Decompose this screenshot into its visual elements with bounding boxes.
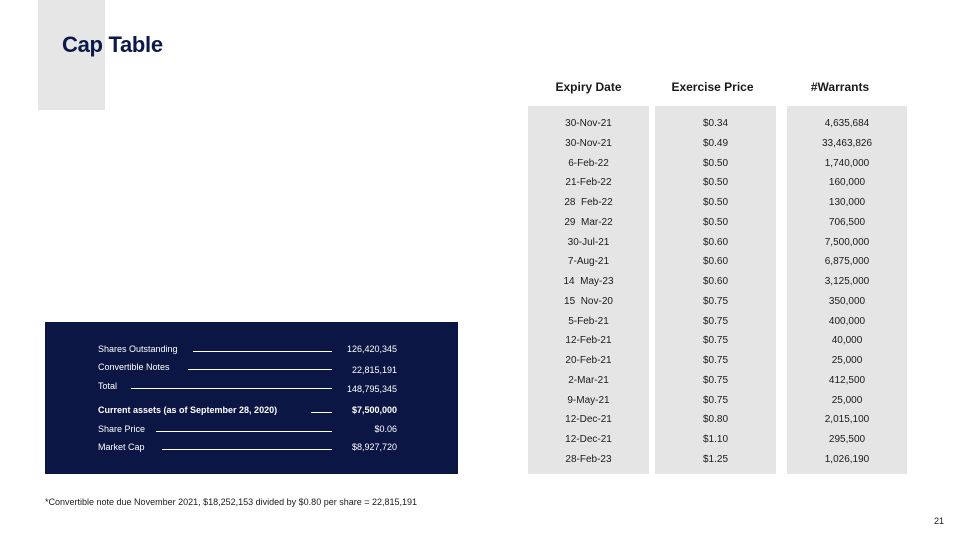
warrants-cell: 1,740,000 [824, 157, 870, 169]
exercise-price-cell: $0.75 [702, 315, 729, 327]
summary-row-total [98, 378, 397, 396]
summary-value: 126,420,345 [346, 344, 397, 354]
warrants-cell: 6,875,000 [824, 256, 870, 268]
expiry-date-cell: 21-Feb-22 [565, 177, 612, 189]
summary-row-convertible-notes [98, 359, 397, 377]
leader-line [188, 369, 332, 370]
page-number: 21 [933, 516, 944, 526]
summary-label: Shares Outstanding [98, 344, 178, 354]
warrants-header: #Warrants [810, 80, 870, 94]
expiry-date-cell: 30-Jul-21 [567, 236, 610, 248]
exercise-price-cell: $0.50 [702, 157, 729, 169]
exercise-price-cell: $0.75 [702, 295, 729, 307]
leader-line [193, 351, 332, 352]
expiry-date-cell: 20-Feb-21 [565, 355, 612, 366]
warrants-cell: 2,015,100 [824, 414, 870, 426]
summary-value: $8,927,720 [351, 442, 397, 452]
warrants-cell: 160,000 [828, 177, 866, 189]
warrants-cell: 40,000 [831, 335, 863, 347]
warrants-cell: 706,500 [828, 216, 866, 228]
warrants-cell: 400,000 [828, 315, 866, 327]
summary-value: 148,795,345 [346, 384, 397, 394]
summary-row-shares-outstanding [98, 341, 397, 359]
expiry-date-cell: 28-Feb-23 [565, 453, 612, 465]
exercise-price-cell: $0.50 [702, 177, 729, 189]
page-title: Cap Table [62, 32, 163, 57]
expiry-date-cell: 5-Feb-21 [568, 315, 609, 327]
exercise-price-cell: $1.25 [702, 453, 729, 465]
summary-label: Market Cap [98, 442, 145, 452]
leader-line [162, 449, 332, 450]
leader-line [131, 388, 332, 389]
summary-row-market-cap [98, 439, 397, 457]
expiry-date-cell: 12-Dec-21 [565, 434, 612, 445]
warrants-cell: 130,000 [828, 197, 866, 208]
warrants-cell: 33,463,826 [821, 137, 873, 149]
exercise-price-cell: $0.60 [702, 236, 729, 248]
exercise-price-header: Exercise Price [671, 80, 754, 94]
warrants-cell: 4,635,684 [824, 118, 870, 129]
exercise-price-cell: $0.34 [702, 118, 729, 129]
summary-row-share-price [98, 421, 397, 439]
warrants-column [787, 114, 907, 470]
exercise-price-cell: $0.60 [702, 276, 729, 287]
expiry-date-column [528, 114, 649, 470]
expiry-date-header: Expiry Date [555, 80, 622, 94]
exercise-price-cell: $1.10 [702, 434, 729, 445]
summary-value: 22,815,191 [351, 365, 397, 375]
warrants-cell: 25,000 [831, 355, 863, 366]
exercise-price-column [655, 114, 776, 470]
exercise-price-cell: $0.50 [702, 197, 729, 208]
expiry-date-cell: 29 Mar-22 [564, 216, 613, 228]
summary-value: $7,500,000 [351, 405, 397, 415]
warrants-cell: 412,500 [828, 374, 866, 386]
summary-label: Current assets (as of September 28, 2020) [98, 405, 278, 415]
warrants-cell: 3,125,000 [824, 276, 870, 287]
warrants-cell: 350,000 [828, 295, 866, 307]
expiry-date-cell: 7-Aug-21 [567, 256, 610, 268]
expiry-date-cell: 14 May-23 [563, 276, 614, 287]
exercise-price-cell: $0.60 [702, 256, 729, 268]
exercise-price-cell: $0.75 [702, 335, 729, 347]
warrants-cell: 1,026,190 [824, 453, 870, 465]
exercise-price-cell: $0.75 [702, 394, 729, 406]
footnote: *Convertible note due November 2021, $18,252,153 divided by $0.80 per share = 22,815,191 [45, 497, 418, 507]
summary-row-current-assets [98, 402, 397, 420]
expiry-date-cell: 28 Feb-22 [564, 197, 613, 208]
summary-panel [45, 322, 458, 474]
exercise-price-cell: $0.49 [702, 137, 729, 149]
summary-label: Total [98, 381, 118, 391]
expiry-date-cell: 2-Mar-21 [568, 374, 609, 386]
warrants-cell: 25,000 [831, 394, 863, 406]
exercise-price-cell: $0.75 [702, 374, 729, 386]
exercise-price-cell: $0.50 [702, 216, 729, 228]
exercise-price-cell: $0.80 [702, 414, 729, 426]
leader-line [156, 431, 332, 432]
expiry-date-cell: 9-May-21 [567, 394, 610, 406]
summary-value: $0.06 [374, 424, 397, 434]
leader-line [311, 412, 332, 413]
exercise-price-cell: $0.75 [702, 355, 729, 366]
expiry-date-cell: 6-Feb-22 [568, 157, 609, 169]
expiry-date-cell: 12-Feb-21 [565, 335, 612, 347]
warrants-cell: 7,500,000 [824, 236, 870, 248]
warrants-cell: 295,500 [828, 434, 866, 445]
expiry-date-cell: 30-Nov-21 [565, 137, 612, 149]
expiry-date-cell: 30-Nov-21 [565, 118, 612, 129]
expiry-date-cell: 15 Nov-20 [564, 295, 613, 307]
summary-label: Convertible Notes [98, 362, 170, 372]
expiry-date-cell: 12-Dec-21 [565, 414, 612, 426]
summary-label: Share Price [98, 424, 146, 434]
